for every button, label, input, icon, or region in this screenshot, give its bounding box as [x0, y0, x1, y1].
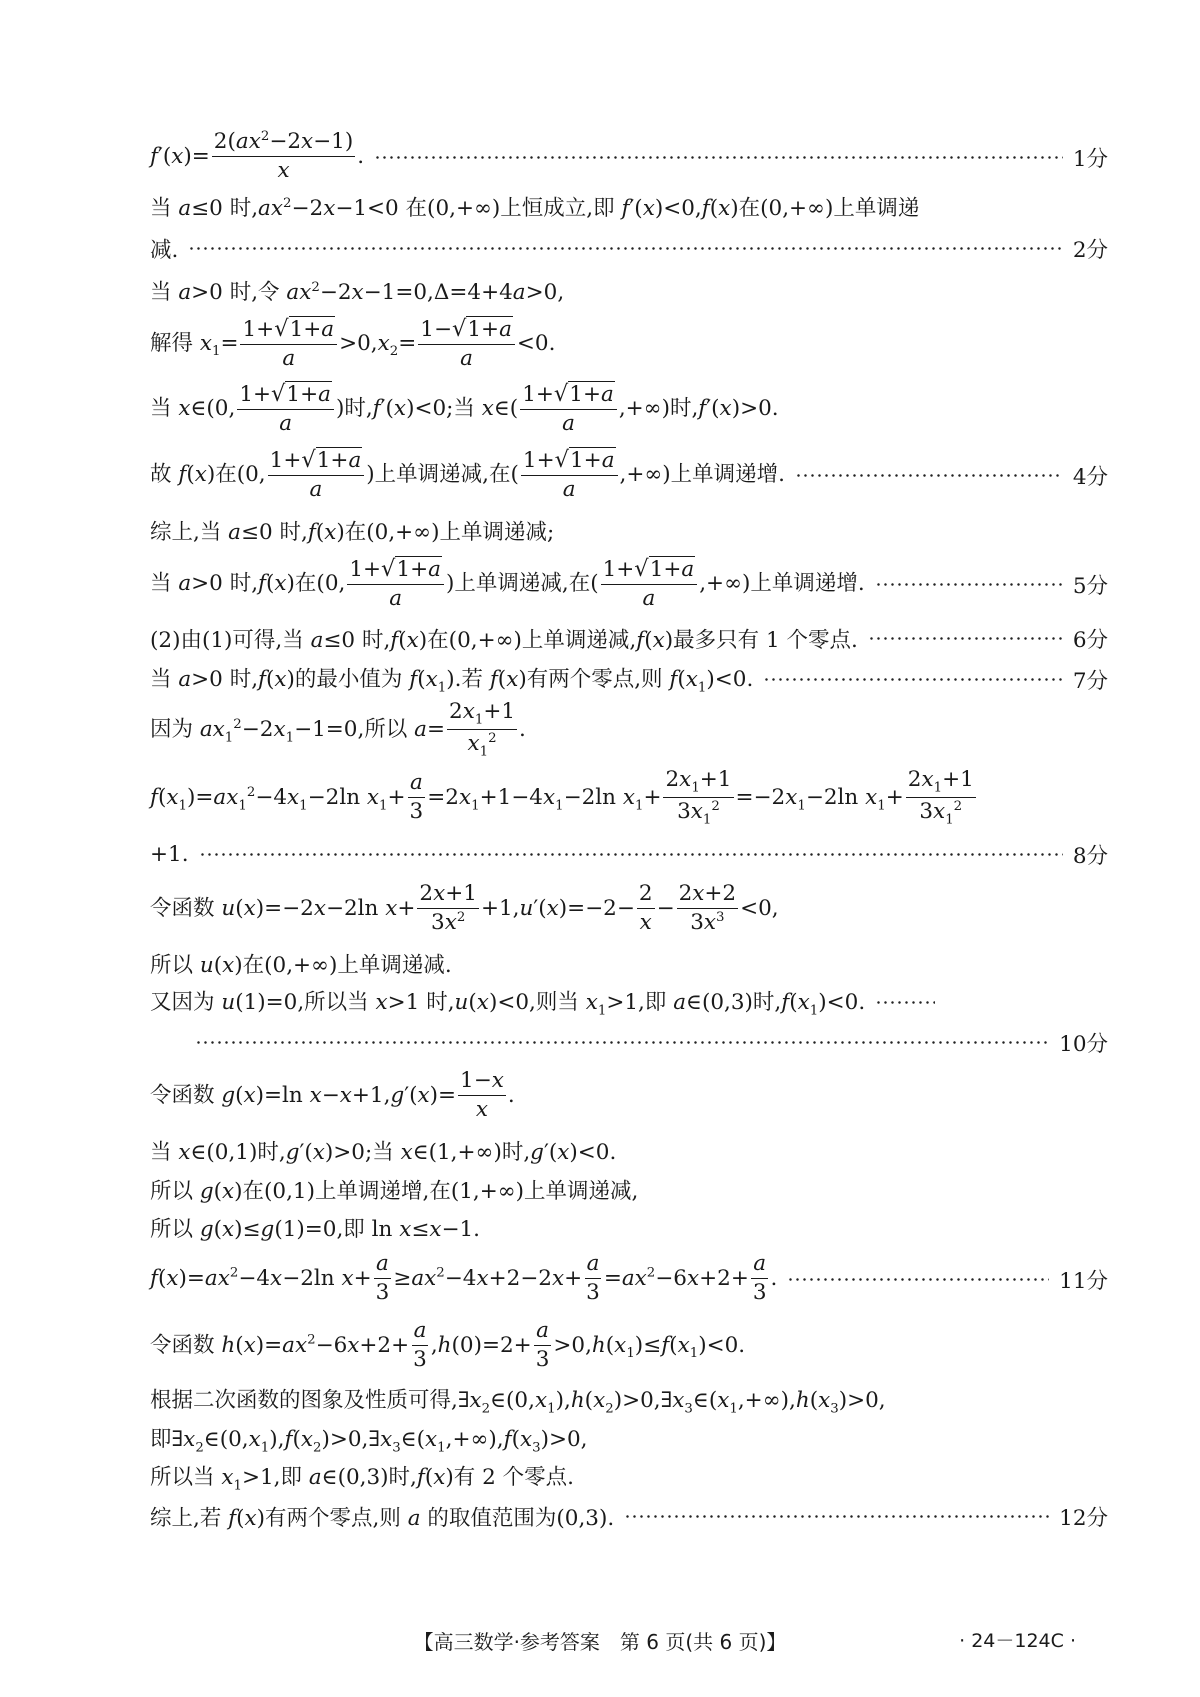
fraction: $\frac{a}{3}$	[586, 1251, 600, 1305]
solution-line	[150, 1170, 1108, 1208]
solution-line	[150, 1246, 1108, 1312]
fraction: $\frac{1-x}{x}$	[460, 1068, 504, 1122]
math-text: 当 a≤0 时$,ax^2-2x-1<0$ 在(0,+∞)上恒成立,即 f′(x)<0,f(x)在(0,+∞)上单调递	[150, 195, 920, 221]
math-inequality: $f(x)=ax^2-4x-2\ln$ x+ $\frac{a}{3}$ $\ge ax^2-4x+2-2x+$ $\frac{a}{3}$ $=ax^2-6x+2+$ $\frac{a}{3}$ .	[150, 1251, 778, 1305]
leader-dots	[195, 1041, 1049, 1044]
solution-line	[150, 1312, 1108, 1380]
score-mark: 6分	[1072, 627, 1108, 653]
fraction: $\frac{1+√1+a}{a}$	[240, 315, 337, 373]
solution-line	[150, 376, 1108, 442]
math-monotonicity: 当 a>0 时,f(x)在(0, $\frac{1+√1+a}{a}$ )上单调递减,在( $\frac{1+√1+a}{a}$ ,+∞)上单调递增.	[150, 556, 865, 611]
math-text: (2)由(1)可得,当 a≤0 时,f(x)在(0,+∞)上单调递减,f(x)最多只有 1 个零点.	[150, 627, 858, 653]
leader-dots	[875, 1001, 935, 1004]
solution-line	[150, 1496, 1108, 1536]
math-evaluation: $f(x_1)=ax_1^2-4x_1-2\ln$ $x_1+$ $\frac{a}{3}$ $=2x_1+1-4x_1-2\ln$ $x_1+$ $\frac{2x_1+1}{3x_1^2}$ $=-2x_1-2\ln$ $x_1+$ $\frac{2x_1+1}{3x_1^2}$	[150, 766, 974, 828]
solution-line	[150, 130, 1108, 184]
fraction: $\frac{2x_1+1}{x_1^2}$	[449, 698, 516, 760]
solution-line	[150, 834, 1108, 874]
solution-line	[150, 1420, 1108, 1458]
leader-dots	[624, 1515, 1049, 1518]
math-text: 减.	[150, 237, 179, 263]
solution-line	[150, 1380, 1108, 1420]
solution-line	[150, 508, 1108, 552]
math-text: 当 a>0 时,f(x)的最小值为 $f(x_1)$.若 f(x)有两个零点,则 $f(x_1)<0$.	[150, 667, 754, 696]
solution-line	[150, 1062, 1108, 1130]
fraction: $\frac{2x_1+1}{3x_1^2}$	[907, 766, 974, 828]
page-footer	[0, 1620, 1200, 1660]
solution-line	[150, 1458, 1108, 1496]
score-mark: 2分	[1072, 237, 1108, 263]
score-mark: 4分	[1072, 464, 1108, 490]
solution-line	[150, 184, 1108, 228]
fraction: $\frac{1-√1+a}{a}$	[418, 315, 515, 373]
fraction: $\frac{1+√1+a}{a}$	[601, 555, 698, 613]
solution-line	[150, 442, 1108, 508]
math-intervals: 当 x∈(0, $\frac{1+√1+a}{a}$ )时,f′(x)<0;当 x∈( $\frac{1+√1+a}{a}$ ,+∞)时,f′(x)>0.	[150, 381, 779, 436]
math-monotonicity: 故 f(x)在(0, $\frac{1+√1+a}{a}$ )上单调递减,在( $\frac{1+√1+a}{a}$ ,+∞)上单调递增.	[150, 447, 785, 502]
fraction: $\frac{2}{x}$	[638, 881, 653, 935]
math-text: 综上,若 f(x)有两个零点,则 a 的取值范围为(0,3).	[150, 1505, 615, 1531]
math-text: +1.	[150, 841, 189, 867]
fraction: $\frac{1+√1+a}{a}$	[237, 380, 334, 438]
math-text: 综上,当 a≤0 时,f(x)在(0,+∞)上单调递减;	[150, 519, 555, 545]
fraction: $\frac{a}{3}$	[413, 1318, 427, 1372]
math-function-g: 令函数 g(x)=ln x−x+1,g′(x)= $\frac{1-x}{x}$ .	[150, 1068, 515, 1122]
fraction: $\frac{a}{3}$	[409, 770, 424, 824]
solution-line	[150, 1022, 1108, 1062]
leader-dots	[763, 678, 1063, 681]
score-mark: 5分	[1072, 573, 1108, 599]
solution-line	[150, 268, 1108, 312]
fraction: $\frac{2x+1}{3x^2}$	[419, 881, 477, 936]
solution-line	[150, 982, 1108, 1022]
fraction: $\frac{1+√1+a}{a}$	[268, 446, 365, 504]
fraction: $\frac{a}{3}$	[375, 1251, 390, 1305]
solution-line	[150, 944, 1108, 982]
score-mark: 1分	[1072, 146, 1108, 172]
math-text: 所以当 $x_1>1$,即 a∈(0,3)时,f(x)有 2 个零点.	[150, 1465, 574, 1494]
leader-dots	[199, 853, 1063, 856]
math-text: 所以 g(x)在(0,1)上单调递增,在(1,+∞)上单调递减,	[150, 1178, 639, 1204]
solution-line	[150, 228, 1108, 268]
leader-dots	[868, 637, 1063, 640]
math-text: 所以 g(x)≤g(1)=0,即 ln x≤x−1.	[150, 1216, 481, 1242]
math-text: 即$\exists x_2\in(0,x_1),f(x_2)>0,\exists x_3\in(x_1,+\infty),f(x_3)>0$,	[150, 1427, 588, 1456]
solution-line	[150, 1130, 1108, 1170]
leader-dots	[875, 583, 1063, 586]
solution-line	[150, 552, 1108, 616]
fraction: $\frac{2x_1+1}{3x_1^2}$	[665, 766, 732, 828]
fraction: $\frac{a}{3}$	[752, 1251, 767, 1305]
score-mark: 10分	[1059, 1031, 1108, 1057]
score-mark: 7分	[1072, 668, 1108, 694]
math-roots: 解得 $x_1=$ $\frac{1+√1+a}{a}$ $>0,x_2=$ $\frac{1-√1+a}{a}$ <0.	[150, 316, 556, 371]
math-text: 又因为 u(1)=0,所以当 x>1 时,u(x)<0,则当 $x_1>1$,即 a∈(0,3)时$,f(x_1)<0$.	[150, 990, 866, 1019]
fraction: $\frac{1+√1+a}{a}$	[521, 446, 618, 504]
solution-line	[150, 616, 1108, 660]
footer-code: · 24－124C ·	[959, 1630, 1076, 1652]
fraction: $\frac{a}{3}$	[535, 1318, 550, 1372]
math-text: 根据二次函数的图象及性质可得$,\exists x_2\in(0,x_1),h(x_2)>0,\exists x_3\in(x_1,+\infty),h(x_3)>0$,	[150, 1388, 886, 1417]
fraction: $\frac{1+√1+a}{a}$	[520, 380, 617, 438]
solution-line	[150, 312, 1108, 376]
math-text: 所以 u(x)在(0,+∞)上单调递减.	[150, 952, 452, 978]
fraction: $\frac{2(ax^2-2x-1)}{x}$	[213, 129, 354, 184]
solution-line	[150, 762, 1108, 834]
footer-page-label: 【高三数学·参考答案 第 6 页(共 6 页)】	[413, 1630, 787, 1654]
math-text: 因为 $ax_1^2-2x_1-1=0$,所以 a= $\frac{2x_1+1}{x_1^2}$ .	[150, 698, 526, 760]
leader-dots	[374, 156, 1063, 159]
math-text: 当 a>0 时,令 $ax^2-2x-1=0,\Delta=4+4a>0$,	[150, 279, 565, 305]
solution-line	[150, 698, 1108, 762]
solution-line	[150, 1208, 1108, 1246]
math-text: 当 x∈(0,1)时,g′(x)>0;当 x∈(1,+∞)时,g′(x)<0.	[150, 1139, 617, 1165]
score-mark: 8分	[1072, 843, 1108, 869]
math-function-u: 令函数 u(x)=−2x−2ln x+ $\frac{2x+1}{3x^2}$ +1,u′(x)=−2− $\frac{2}{x}$ − $\frac{2x+2}{3x^3}$ <0,	[150, 881, 779, 936]
leader-dots	[795, 474, 1063, 477]
math-derivative-expression: f′(x)= $\frac{2(ax^2-2x-1)}{x}$ .	[150, 129, 365, 184]
fraction: $\frac{1+√1+a}{a}$	[347, 555, 444, 613]
solution-line	[150, 660, 1108, 698]
score-mark: 12分	[1059, 1505, 1108, 1531]
solution-line	[150, 874, 1108, 944]
fraction: $\frac{2x+2}{3x^3}$	[678, 881, 737, 936]
leader-dots	[787, 1278, 1049, 1281]
math-function-h: 令函数 $h(x)=ax^2-6x+2+$ $\frac{a}{3}$ ,h(0)=2+ $\frac{a}{3}$ $>0,h(x_1)\le f(x_1)<0$.	[150, 1318, 746, 1372]
score-mark: 11分	[1059, 1268, 1108, 1294]
leader-dots	[188, 247, 1062, 250]
